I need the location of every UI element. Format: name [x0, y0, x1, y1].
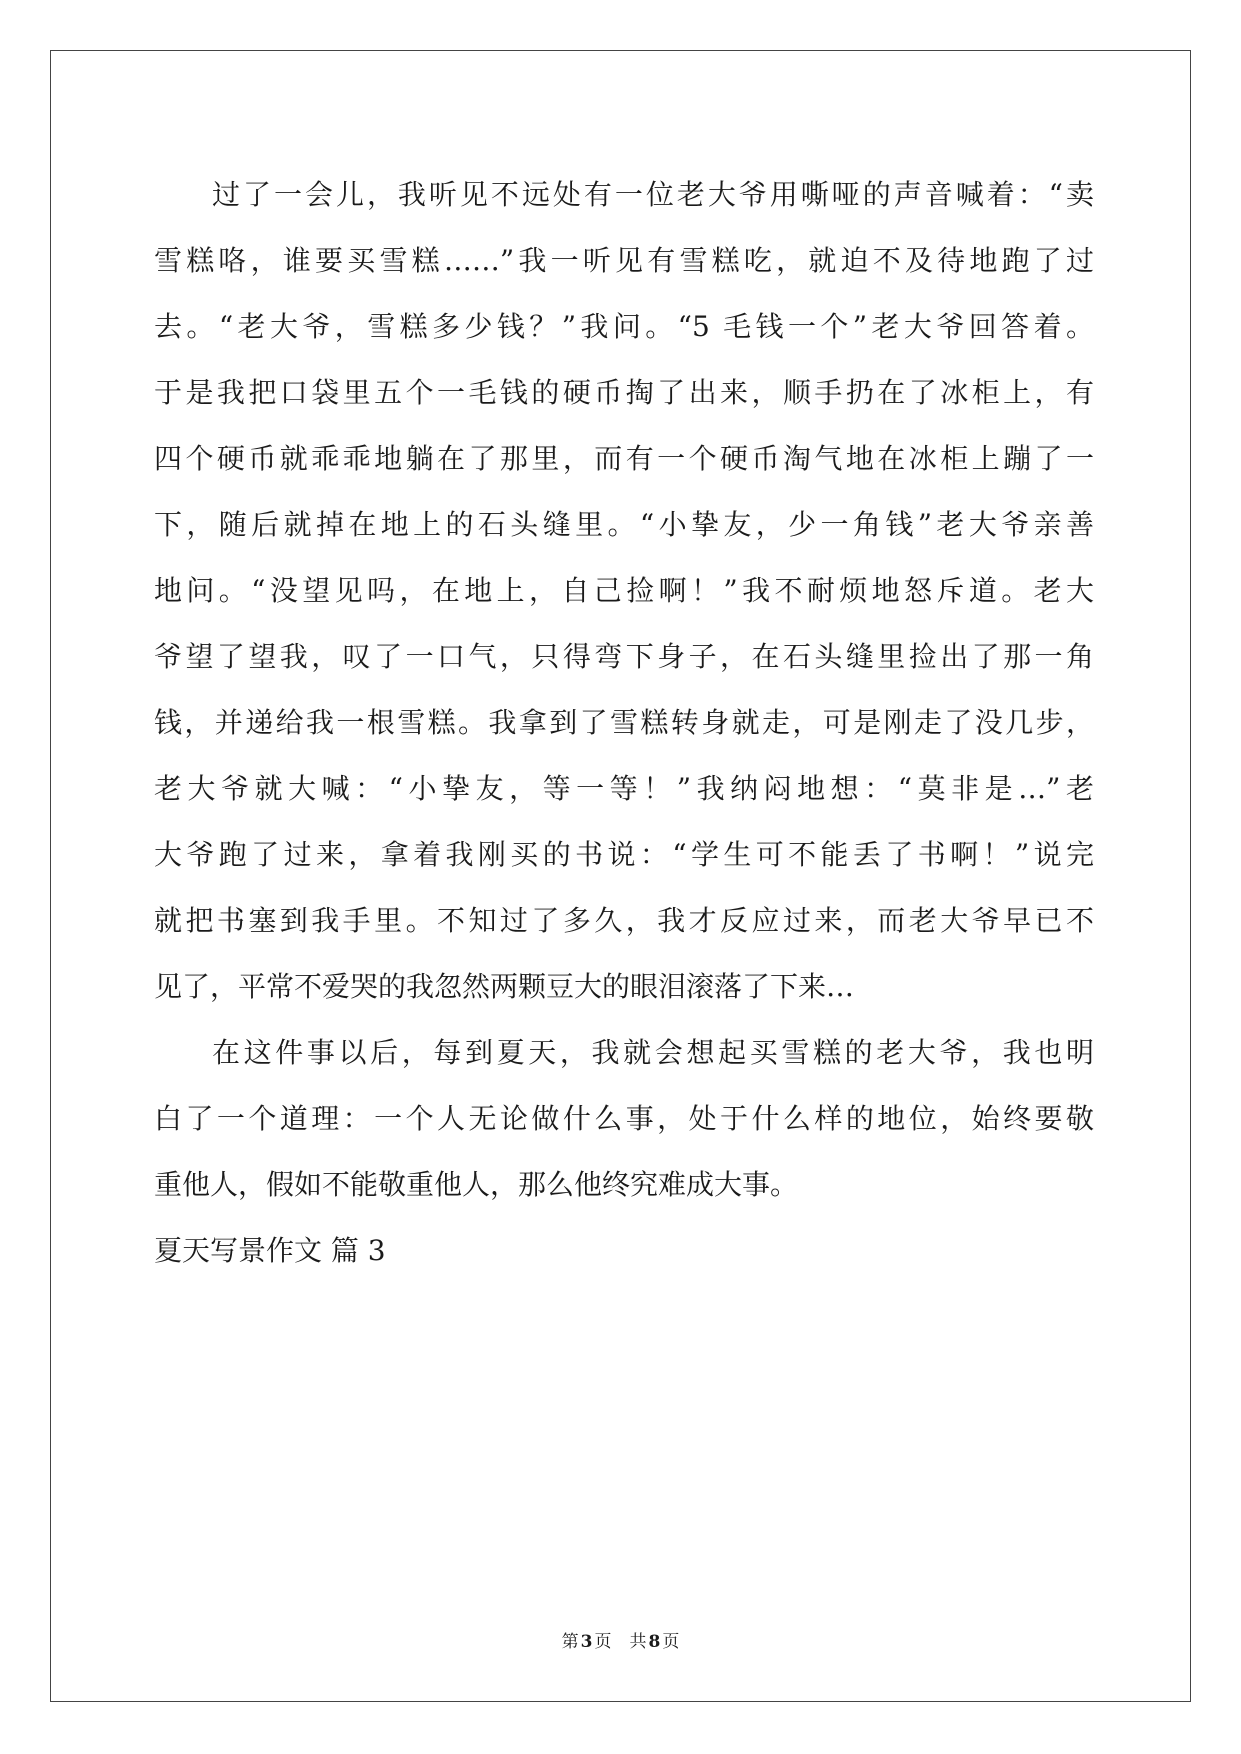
- text-line: 钱，并递给我一根雪糕。我拿到了雪糕转身就走，可是刚走了没几步，: [154, 706, 1094, 739]
- page-footer: [0, 1627, 1241, 1652]
- text-line: 大爷跑了过来，拿着我刚买的书说：“学生可不能丢了书啊！”说完: [154, 838, 1094, 871]
- footer-total-prefix: 共: [629, 1632, 647, 1652]
- text-line: 地问。“没望见吗，在地上，自己捡啊！”我不耐烦地怒斥道。老大: [154, 574, 1094, 607]
- text-line: 下，随后就掉在地上的石头缝里。“小挚友，少一角钱”老大爷亲善: [154, 508, 1094, 541]
- footer-page-suffix: 页: [594, 1632, 612, 1652]
- text-line: 爷望了望我，叹了一口气，只得弯下身子，在石头缝里捡出了那一角: [154, 640, 1094, 673]
- text-line: 在这件事以后，每到夏天，我就会想起买雪糕的老大爷，我也明: [212, 1036, 1094, 1069]
- section-heading: 夏天写景作文 篇 3: [154, 1234, 386, 1267]
- paragraph-1: [154, 162, 1094, 1020]
- text-line: 去。“老大爷，雪糕多少钱？”我问。“5 毛钱一个”老大爷回答着。: [154, 310, 1094, 343]
- text-line: 雪糕咯，谁要买雪糕……”我一听见有雪糕吃，就迫不及待地跑了过: [154, 244, 1094, 277]
- text-line: 重他人，假如不能敬重他人，那么他终究难成大事。: [154, 1168, 799, 1201]
- text-line: 白了一个道理：一个人无论做什么事，处于什么样的地位，始终要敬: [154, 1102, 1094, 1135]
- text-line: 老大爷就大喊：“小挚友，等一等！”我纳闷地想：“莫非是…”老: [154, 772, 1094, 805]
- text-line: 过了一会儿，我听见不远处有一位老大爷用嘶哑的声音喊着：“卖: [212, 178, 1094, 211]
- text-line: 就把书塞到我手里。不知过了多久，我才反应过来，而老大爷早已不: [154, 904, 1094, 937]
- footer-page-prefix: 第: [561, 1632, 579, 1652]
- footer-total-pages: 8: [648, 1632, 661, 1652]
- text-line: 于是我把口袋里五个一毛钱的硬币掏了出来，顺手扔在了冰柜上，有: [154, 376, 1094, 409]
- text-line: 四个硬币就乖乖地躺在了那里，而有一个硬币淘气地在冰柜上蹦了一: [154, 442, 1094, 475]
- document-body: [154, 162, 1094, 1284]
- footer-total-suffix: 页: [662, 1632, 680, 1652]
- text-line: 见了，平常不爱哭的我忽然两颗豆大的眼泪滚落了下来…: [154, 970, 855, 1003]
- paragraph-2: [154, 1020, 1094, 1218]
- footer-current-page: 3: [580, 1632, 593, 1652]
